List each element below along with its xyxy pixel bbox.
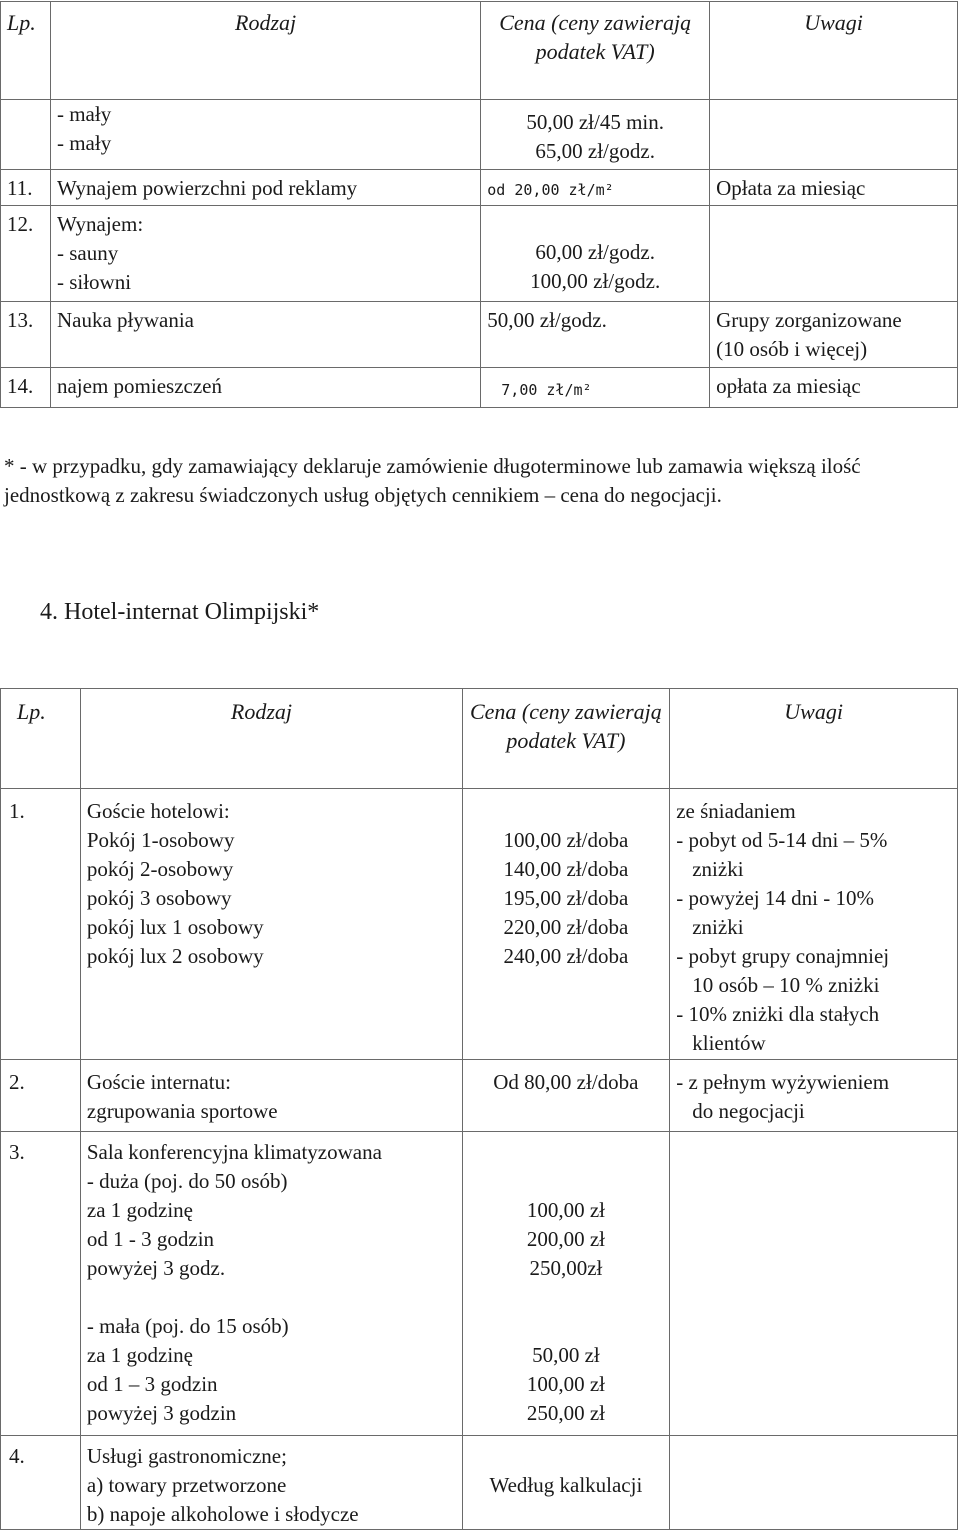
table-row	[1, 100, 958, 170]
cena-line: 195,00 zł/doba	[503, 886, 629, 910]
uwagi-line: zniżki	[692, 915, 744, 939]
header-uwagi: Uwagi	[710, 2, 958, 100]
cena-line: 100,00 zł/doba	[503, 828, 629, 852]
uwagi-line: 10 osób – 10 % zniżki	[692, 973, 880, 997]
uwagi-line: - pobyt od 5-14 dni – 5%	[676, 828, 888, 852]
uwagi-cell	[670, 1060, 958, 1132]
rodzaj-line: pokój lux 1 osobowy	[86, 915, 264, 939]
table-row	[1, 206, 958, 302]
rodzaj-cell: Wynajem powierzchni pod reklamy	[50, 170, 480, 206]
cena-line: 220,00 zł/doba	[503, 915, 629, 939]
rodzaj-line: - sauny	[56, 241, 119, 265]
header-cena: Cena (ceny zawierają podatek VAT)	[481, 2, 710, 100]
rodzaj-line: za 1 godzinę	[86, 1343, 193, 1367]
rodzaj-cell: Nauka pływania	[50, 302, 480, 368]
rodzaj-line: pokój lux 2 osobowy	[86, 944, 264, 968]
table-row	[1, 1132, 958, 1436]
table-row	[1, 1436, 958, 1530]
rodzaj-line: od 1 - 3 godzin	[86, 1227, 215, 1251]
uwagi-line: ze śniadaniem	[676, 799, 796, 823]
section-title: 4. Hotel-internat Olimpijski*	[40, 599, 320, 625]
rodzaj-line: powyżej 3 godzin	[86, 1401, 237, 1425]
cena-cell: Według kalkulacji	[462, 1436, 670, 1530]
cena-line: 100,00 zł/godz.	[530, 269, 661, 293]
header-lp: Lp.	[1, 2, 51, 100]
cena-line: 100,00 zł	[526, 1198, 605, 1222]
uwagi-cell	[710, 100, 958, 170]
uwagi-cell	[670, 789, 958, 1060]
rodzaj-cell	[50, 100, 480, 170]
rodzaj-line: a) towary przetworzone	[86, 1473, 287, 1497]
rodzaj-line: Wynajem:	[56, 212, 144, 236]
cena-cell: od 20,00 zł/m²	[481, 170, 710, 206]
lp-cell: 4.	[1, 1436, 81, 1530]
rodzaj-line: Goście hotelowi:	[86, 799, 230, 823]
lp-cell: 3.	[1, 1132, 81, 1436]
cena-line: 50,00 zł/45 min.	[526, 110, 664, 134]
lp-cell: 12.	[1, 206, 51, 302]
header-lp: Lp.	[1, 689, 81, 789]
cena-line: 60,00 zł/godz.	[535, 240, 655, 264]
uwagi-line: - powyżej 14 dni - 10%	[676, 886, 874, 910]
uwagi-cell	[670, 1436, 958, 1530]
uwagi-line: (10 osób i więcej)	[716, 337, 868, 361]
rodzaj-cell	[80, 789, 462, 1060]
cena-cell	[481, 100, 710, 170]
rodzaj-line: za 1 godzinę	[86, 1198, 193, 1222]
rodzaj-line: - mała (poj. do 15 osób)	[86, 1314, 289, 1338]
uwagi-line: do negocjacji	[692, 1099, 805, 1123]
lp-cell: 14.	[1, 368, 51, 408]
rodzaj-cell	[80, 1436, 462, 1530]
rodzaj-line: Usługi gastronomiczne;	[86, 1444, 287, 1468]
lp-cell	[1, 100, 51, 170]
lp-cell: 1.	[1, 789, 81, 1060]
table-row	[1, 302, 958, 368]
cena-cell: 7,00 zł/m²	[481, 368, 710, 408]
table-header-row	[1, 2, 958, 100]
cena-cell	[462, 789, 670, 1060]
rodzaj-line: pokój 3 osobowy	[86, 886, 232, 910]
rodzaj-cell	[80, 1060, 462, 1132]
rodzaj-line: Goście internatu:	[86, 1070, 231, 1094]
lp-cell: 13.	[1, 302, 51, 368]
rodzaj-cell: najem pomieszczeń	[50, 368, 480, 408]
uwagi-line: zniżki	[692, 857, 744, 881]
cena-line: 65,00 zł/godz.	[535, 139, 655, 163]
rodzaj-line: - duża (poj. do 50 osób)	[86, 1169, 288, 1193]
uwagi-line: - 10% zniżki dla stałych	[676, 1002, 880, 1026]
cena-cell	[462, 1132, 670, 1436]
uwagi-line: klientów	[692, 1031, 766, 1055]
table-row	[1, 170, 958, 206]
table-row	[1, 1060, 958, 1132]
cena-cell: Od 80,00 zł/doba	[462, 1060, 670, 1132]
uwagi-line: - pobyt grupy conajmniej	[676, 944, 890, 968]
uwagi-cell	[710, 206, 958, 302]
cena-line: 200,00 zł	[526, 1227, 605, 1251]
rodzaj-line: pokój 2-osobowy	[86, 857, 234, 881]
rodzaj-cell	[80, 1132, 462, 1436]
uwagi-cell: Opłata za miesiąc	[710, 170, 958, 206]
cena-cell	[481, 206, 710, 302]
table-row	[1, 789, 958, 1060]
footnote: * - w przypadku, gdy zamawiający deklaruje zamówienie długoterminowe lub zamawia większą ilość jednostkową z zakresu świadczonych usług objętych cennikiem – cena do negocjacji.	[4, 454, 861, 507]
cena-line: 50,00 zł	[532, 1343, 600, 1367]
table-header-row	[1, 689, 958, 789]
cena-line: 100,00 zł	[526, 1372, 605, 1396]
price-table-2	[0, 688, 958, 1530]
rodzaj-line: - mały	[56, 102, 112, 126]
rodzaj-line: b) napoje alkoholowe i słodycze	[86, 1502, 359, 1526]
rodzaj-cell	[50, 206, 480, 302]
uwagi-line: Grupy zorganizowane	[716, 308, 902, 332]
header-uwagi: Uwagi	[670, 689, 958, 789]
rodzaj-line	[87, 1283, 456, 1312]
rodzaj-line: Pokój 1-osobowy	[86, 828, 235, 852]
lp-cell: 2.	[1, 1060, 81, 1132]
rodzaj-line: Sala konferencyjna klimatyzowana	[86, 1140, 382, 1164]
cena-line: 240,00 zł/doba	[503, 944, 629, 968]
rodzaj-line: zgrupowania sportowe	[86, 1099, 278, 1123]
header-rodzaj: Rodzaj	[50, 2, 480, 100]
table-row	[1, 368, 958, 408]
cena-cell: 50,00 zł/godz.	[481, 302, 710, 368]
rodzaj-line: - siłowni	[56, 270, 132, 294]
cena-line: 250,00 zł	[526, 1401, 605, 1425]
rodzaj-line: powyżej 3 godz.	[86, 1256, 226, 1280]
rodzaj-line: - mały	[56, 131, 112, 155]
cena-line: 140,00 zł/doba	[503, 857, 629, 881]
lp-cell: 11.	[1, 170, 51, 206]
uwagi-cell	[710, 302, 958, 368]
price-table-1	[0, 1, 958, 408]
cena-line: 250,00zł	[529, 1256, 603, 1280]
header-cena: Cena (ceny zawierają podatek VAT)	[462, 689, 670, 789]
rodzaj-line: od 1 – 3 godzin	[86, 1372, 218, 1396]
cena-line	[469, 1283, 664, 1341]
uwagi-line: - z pełnym wyżywieniem	[676, 1070, 890, 1094]
uwagi-cell	[670, 1132, 958, 1436]
uwagi-cell: opłata za miesiąc	[710, 368, 958, 408]
header-rodzaj: Rodzaj	[80, 689, 462, 789]
